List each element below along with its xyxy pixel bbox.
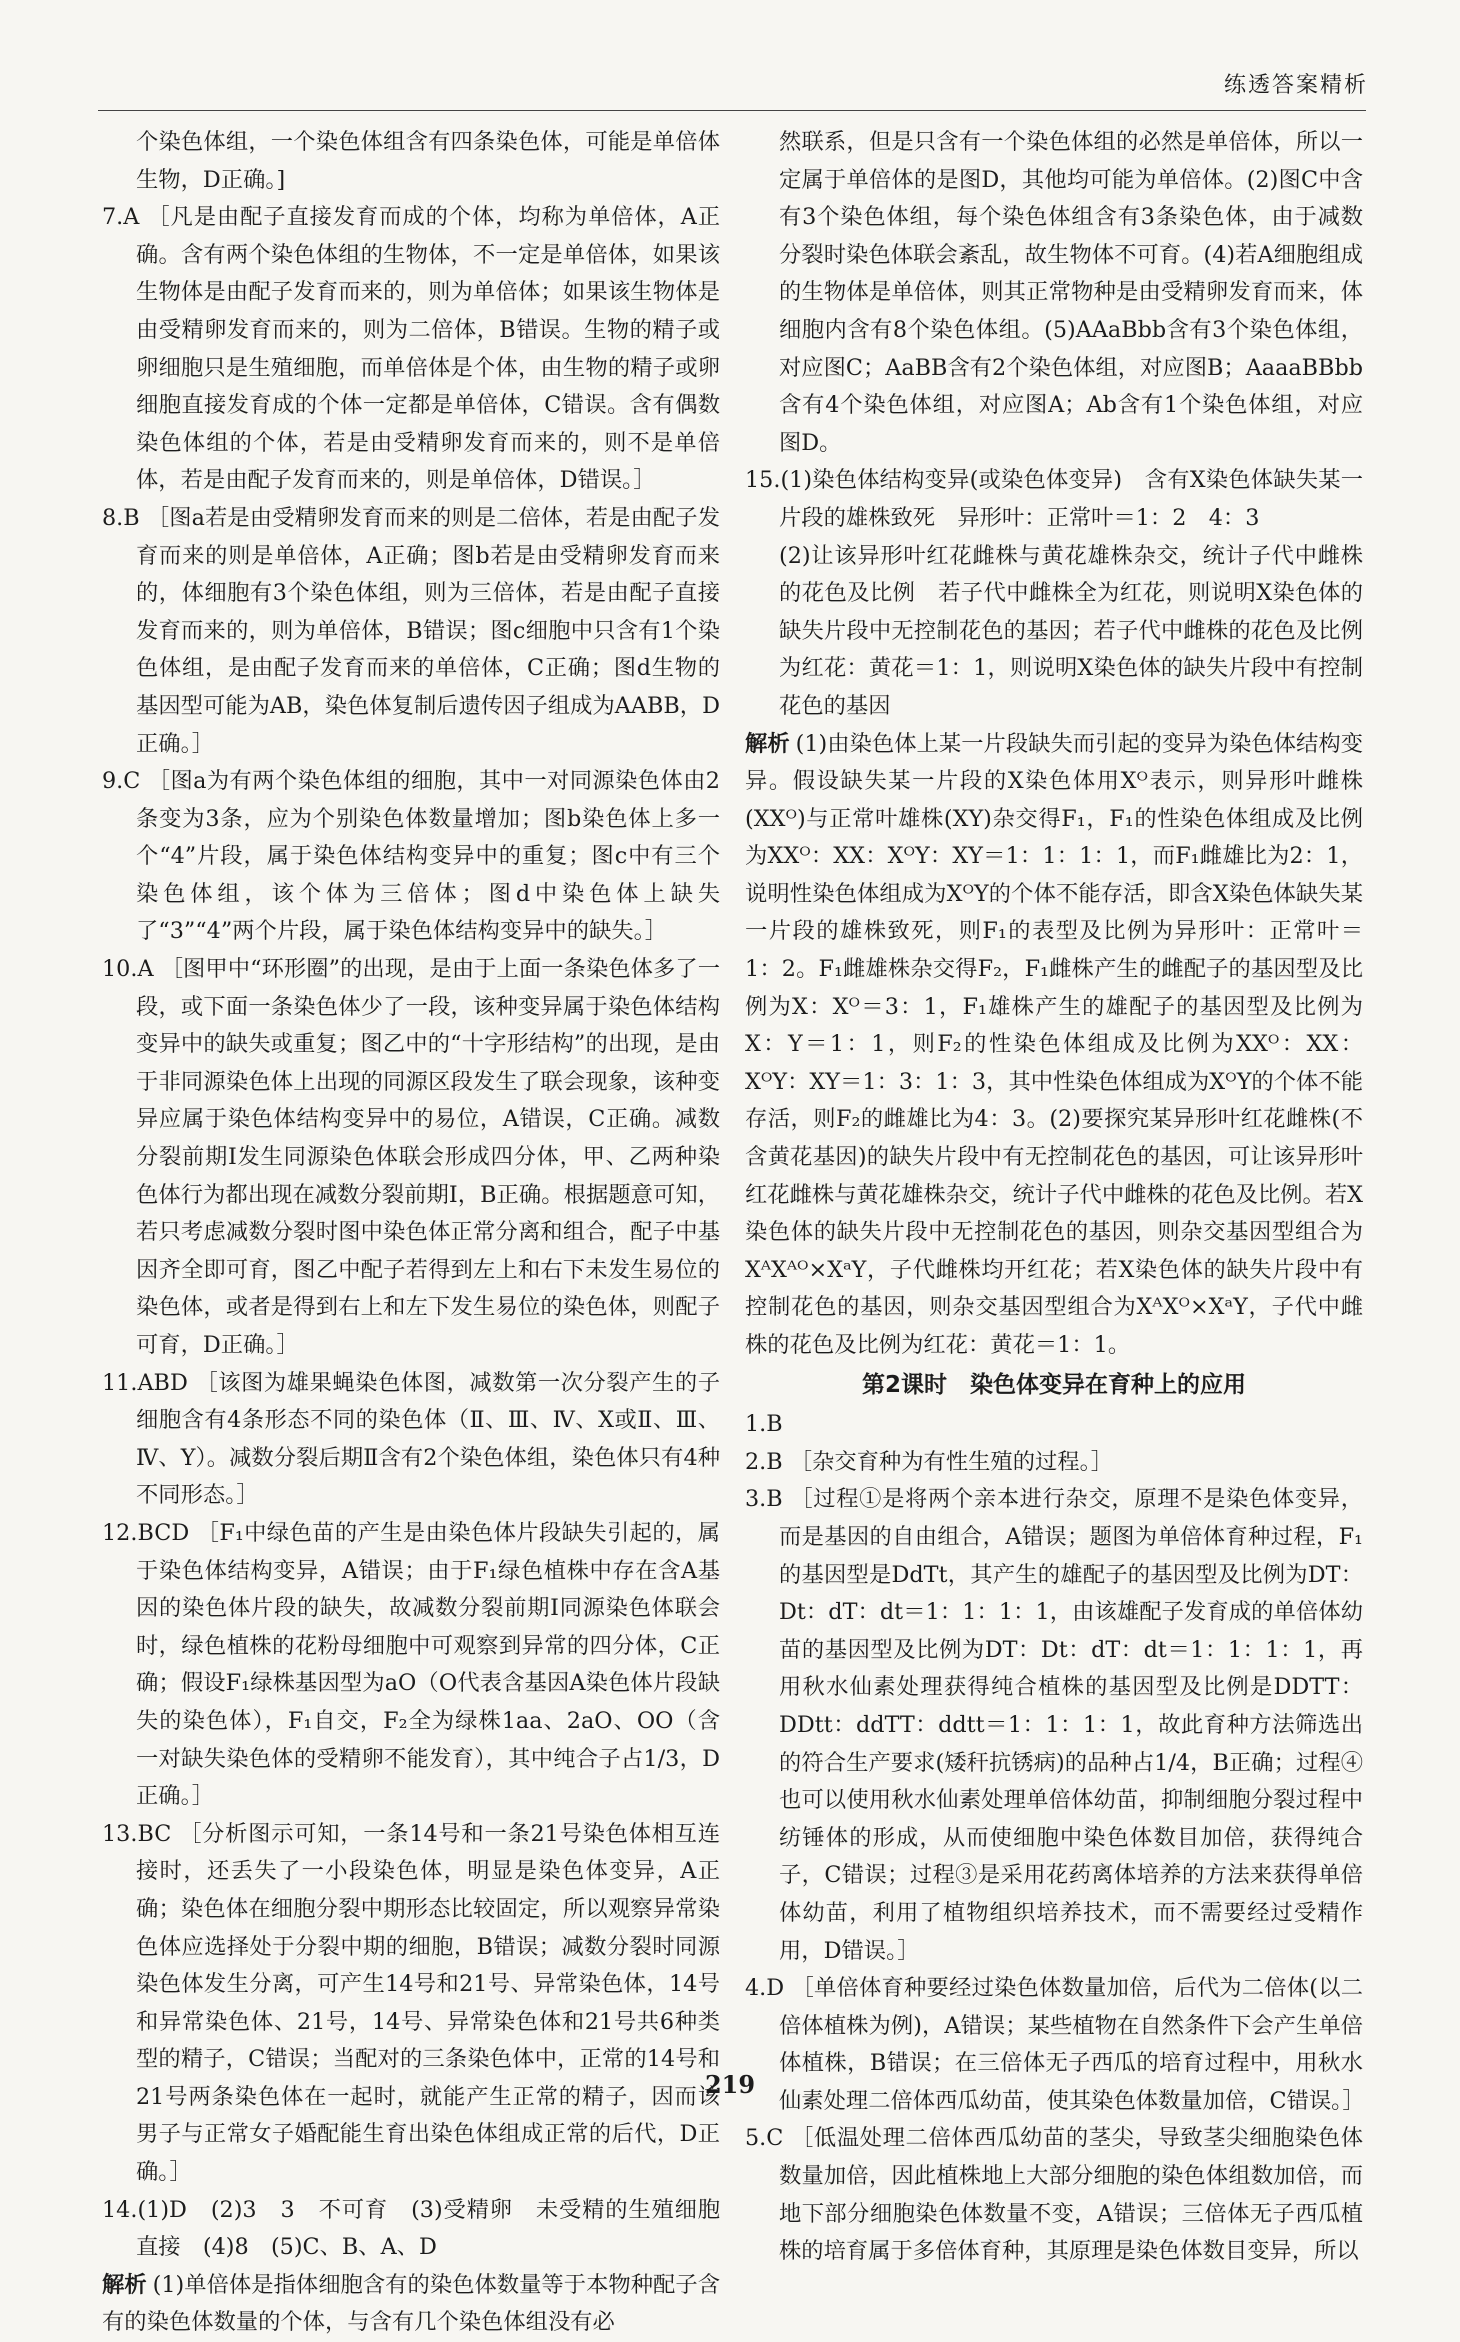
analysis-text: (1)单倍体是指体细胞含有的染色体数量等于本物种配子含有的染色体数量的个体，与含有几个染色体组没有必 xyxy=(102,2271,720,2336)
answer-item: 14.(1)D (2)3 3 不可育 (3)受精卵 未受精的生殖细胞直接 (4)8 (5)C、B、A、D xyxy=(102,2196,720,2261)
analysis-label: 解析 xyxy=(745,730,790,757)
answer-item: 2.B ［杂交育种为有性生殖的过程。］ xyxy=(745,1448,1114,1475)
page-header: 练透答案精析 xyxy=(1223,73,1368,98)
answer-item: 8.B ［图a若是由受精卵发育而来的则是二倍体，若是由配子发育而来的则是单倍体，A正确；图b若是由受精卵发育而来的，体细胞有3个染色体组，则为三倍体，若是由配子直接发育而来的，则为单倍体，B错误；图c细胞中只含有1个染色体组，是由配子发育而来的单倍体，C正确；图d生物的基因型可能为AB，染色体复制后遗传因子组成为AABB，D正确。］ xyxy=(102,504,720,757)
answer-item: 3.B ［过程①是将两个亲本进行杂交，原理不是染色体变异，而是基因的自由组合，A错误；题图为单倍体育种过程，F₁的基因型是DdTt，其产生的雄配子的基因型及比例为DT：Dt：dT：dt＝1：1：1：1，由该雄配子发育成的单倍体幼苗的基因型及比例为DT：Dt：dT：dt＝1：1：1：1，再用秋水仙素处理获得纯合植株的基因型及比例是DDTT：DDtt：ddTT：ddtt＝1：1：1：1，故此育种方法筛选出的符合生产要求(矮秆抗锈病)的品种占1/4，B正确；过程④也可以使用秋水仙素处理单倍体幼苗，抑制细胞分裂过程中纺锤体的形成，从而使细胞中染色体数目加倍，获得纯合子，C错误；过程③是采用花药离体培养的方法来获得单倍体幼苗，利用了植物组织培养技术，而不需要经过受精作用，D错误。］ xyxy=(745,1486,1363,1964)
page-number: 219 xyxy=(704,2070,756,2099)
right-column xyxy=(745,124,1363,2271)
answer-item: 13.BC ［分析图示可知，一条14号和一条21号染色体相互连接时，还丢失了一小段染色体，明显是染色体变异，A正确；染色体在细胞分裂中期形态比较固定，所以观察异常染色体应选择处于分裂中期的细胞，B错误；减数分裂时同源染色体发生分离，可产生14号和21号、异常染色体，14号和异常染色体、21号，14号、异常染色体和21号共6种类型的精子，C错误；当配对的三条染色体中，正常的14号和21号两条染色体在一起时，就能产生正常的精子，因而该男子与正常女子婚配能生育出染色体组成正常的后代，D正确。］ xyxy=(102,1820,720,2186)
continued-text: 个染色体组，一个染色体组含有四条染色体，可能是单倍体生物，D正确。] xyxy=(136,129,720,193)
continued-text: 然联系，但是只含有一个染色体组的必然是单倍体，所以一定属于单倍体的是图D，其他均可能为单倍体。(2)图C中含有3个染色体组，每个染色体组含有3条染色体，由于减数分裂时染色体联会紊乱，故生物体不可育。(4)若A细胞组成的生物体是单倍体，则其正常物种是由受精卵发育而来，体细胞内含有8个染色体组。(5)AAaBbb含有3个染色体组，对应图C；AaBB含有2个染色体组，对应图B；AaaaBBbb含有4个染色体组，对应图A；Ab含有1个染色体组，对应图D。 xyxy=(779,129,1363,456)
analysis-label: 解析 xyxy=(102,2271,147,2298)
answer-item: 4.D ［单倍体育种要经过染色体数量加倍，后代为二倍体(以二倍体植株为例)，A错误；某些植物在自然条件下会产生单倍体植株，B错误；在三倍体无子西瓜的培育过程中，用秋水仙素处理二倍体西瓜幼苗，使其染色体数量加倍，C错误。］ xyxy=(745,1975,1365,2114)
analysis-text: (1)由染色体上某一片段缺失而引起的变异为染色体结构变异。假设缺失某一片段的X染色体用Xᴼ表示，则异形叶雌株(XXᴼ)与正常叶雄株(XY)杂交得F₁，F₁的性染色体组成及比例为XXᴼ：XX：XᴼY：XY＝1：1：1：1，而F₁雌雄比为2：1，说明性染色体组成为XᴼY的个体不能存活，即含X染色体缺失某一片段的雄株致死，则F₁的表型及比例为异形叶：正常叶＝1：2。F₁雌雄株杂交得F₂，F₁雌株产生的雌配子的基因型及比例为X：Xᴼ＝3：1，F₁雄株产生的雄配子的基因型及比例为X：Y＝1：1，则F₂的性染色体组成及比例为XXᴼ：XX：XᴼY：XY＝1：3：1：3，其中性染色体组成为XᴼY的个体不能存活，则F₂的雌雄比为4：3。(2)要探究某异形叶红花雌株(不含黄花基因)的缺失片段中有无控制花色的基因，可让该异形叶红花雌株与黄花雄株杂交，统计子代中雌株的花色及比例。若X染色体的缺失片段中无控制花色的基因，则杂交基因型组合为XᴬXᴬᴼ×XᵃY，子代雌株均开红花；若X染色体的缺失片段中有控制花色的基因，则杂交基因型组合为XᴬXᴼ×XᵃY，子代中雌株的花色及比例为红花：黄花＝1：1。 xyxy=(745,730,1363,1358)
answer-item: 11.ABD ［该图为雄果蝇染色体图，减数第一次分裂产生的子细胞含有4条形态不同的染色体（Ⅱ、Ⅲ、Ⅳ、X或Ⅱ、Ⅲ、Ⅳ、Y）。减数分裂后期Ⅱ含有2个染色体组，染色体只有4种不同形态。］ xyxy=(102,1369,720,1509)
header-divider xyxy=(98,110,1366,111)
answer-item: 9.C ［图a为有两个染色体组的细胞，其中一对同源染色体由2条变为3条，应为个别染色体数量增加；图b染色体上多一个“4”片段，属于染色体结构变异中的重复；图c中有三个染色体组，该个体为三倍体；图d中染色体上缺失了“3”“4”两个片段，属于染色体结构变异中的缺失。］ xyxy=(102,768,720,945)
answer-item: 15.(1)染色体结构变异(或染色体变异) 含有X染色体缺失某一片段的雄株致死 异形叶：正常叶＝1：2 4：3 xyxy=(745,467,1363,531)
analysis-paragraph xyxy=(745,726,1363,1365)
left-column xyxy=(102,124,720,2342)
answer-item: 10.A ［图甲中“环形圈”的出现，是由于上面一条染色体多了一段，或下面一条染色体少了一段，该种变异属于染色体结构变异中的缺失或重复；图乙中的“十字形结构”的出现，是由于非同源染色体上出现的同源区段发生了联会现象，该种变异应属于染色体结构变异中的易位，A错误，C正确。减数分裂前期Ⅰ发生同源染色体联会形成四分体，甲、乙两种染色体行为都出现在减数分裂前期Ⅰ，B正确。根据题意可知，若只考虑减数分裂时图中染色体正常分离和组合，配子中基因齐全即可育，图乙中配子若得到左上和右下未发生易位的染色体，或者是得到右上和左下发生易位的染色体，则配子可育，D正确。］ xyxy=(102,956,720,1358)
analysis-paragraph xyxy=(102,2267,720,2342)
answer-item: 1.B xyxy=(745,1411,783,1438)
answer-item: 12.BCD ［F₁中绿色苗的产生是由染色体片段缺失引起的，属于染色体结构变异，A错误；由于F₁绿色植株中存在含A基因的染色体片段的缺失，故减数分裂前期Ⅰ同源染色体联会时，绿色植株的花粉母细胞中可观察到异常的四分体，C正确；假设F₁绿株基因型为aO（O代表含基因A染色体片段缺失的染色体），F₁自交，F₂全为绿株1aa、2aO、OO（含一对缺失染色体的受精卵不能发育），其中纯合子占1/3，D正确。］ xyxy=(102,1519,720,1810)
section-title: 第2课时 染色体变异在育种上的应用 xyxy=(861,1371,1246,1398)
answer-item: 7.A ［凡是由配子直接发育而成的个体，均称为单倍体，A正确。含有两个染色体组的生物体，不一定是单倍体，如果该生物体是由配子发育而来的，则为单倍体；如果该生物体是由受精卵发育而来的，则为二倍体，B错误。生物的精子或卵细胞只是生殖细胞，而单倍体是个体，由生物的精子或卵细胞直接发育成的个体一定都是单倍体，C错误。含有偶数染色体组的个体，若是由受精卵发育而来的，则不是单倍体，若是由配子发育而来的，则是单倍体，D错误。］ xyxy=(102,204,720,494)
continued-text: (2)让该异形叶红花雌株与黄花雄株杂交，统计子代中雌株的花色及比例 若子代中雌株全为红花，则说明X染色体的缺失片段中无控制花色的基因；若子代中雌株的花色及比例为红花：黄花＝1：1，则说明X染色体的缺失片段中有控制花色的基因 xyxy=(779,542,1363,719)
answer-item: 5.C ［低温处理二倍体西瓜幼苗的茎尖，导致茎尖细胞染色体数量加倍，因此植株地上大部分细胞的染色体组数加倍，而地下部分细胞染色体数量不变，A错误；三倍体无子西瓜植株的培育属于多倍体育种，其原理是染色体数目变异，所以 xyxy=(745,2125,1363,2265)
